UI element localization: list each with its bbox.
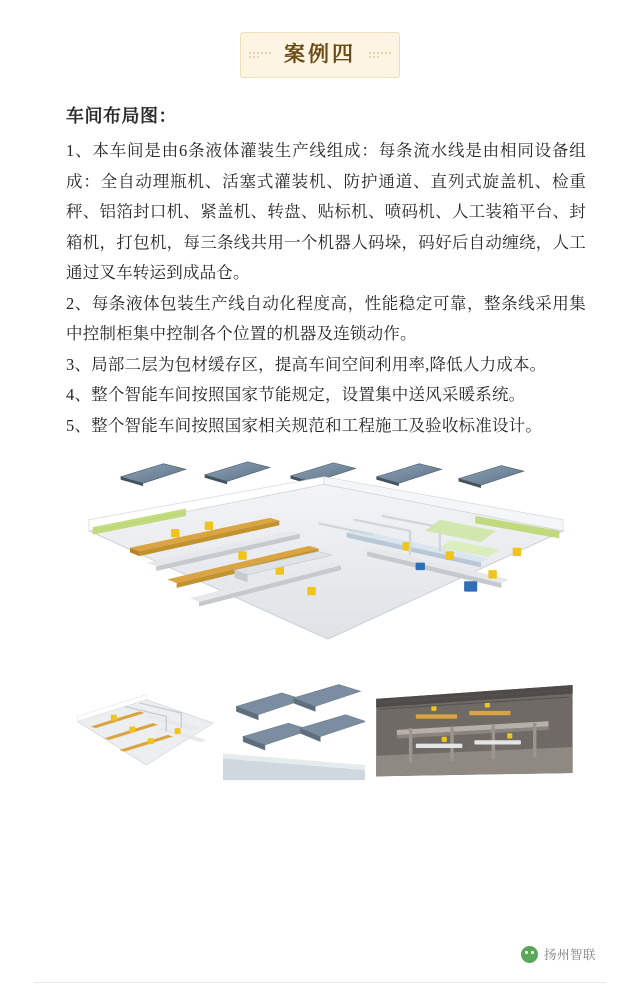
mezzanine-section-figure [371, 668, 578, 790]
page-title: 案例四 [284, 42, 356, 66]
paragraph-4: 4、整个智能车间按照国家节能规定，设置集中送风采暖系统。 [66, 385, 526, 405]
mezzanine-section-illustration [371, 668, 578, 790]
footer-divider [34, 982, 606, 983]
account-footer[interactable] [521, 945, 596, 963]
title-area [34, 0, 606, 96]
paragraph-3: 3、局部二层为包材缓存区，提高车间空间利用率,降低人力成本。 [66, 354, 547, 374]
decor-dots-right-icon [369, 48, 391, 62]
page-left-rail [0, 0, 35, 991]
figure-thumbnail-row [74, 668, 578, 790]
case-title-badge [240, 32, 400, 78]
rooftop-solar-figure [223, 668, 366, 790]
solar-roof-illustration [223, 668, 366, 790]
filling-line-detail-figure [74, 668, 217, 790]
filling-line-illustration [74, 668, 217, 790]
paragraph-5: 5、整个智能车间按照国家相关规范和工程施工及验收标准设计。 [66, 415, 543, 435]
article-content [34, 102, 606, 790]
paragraph-2: 2、每条液体包装生产线自动化程度高，性能稳定可靠，整条线采用集中控制柜集中控制各个位置的机器及连锁动作。 [66, 293, 586, 344]
decor-dots-left-icon [249, 48, 271, 62]
article-sheet [34, 0, 606, 991]
workshop-layout-main-figure [74, 455, 578, 660]
workshop-3d-illustration [74, 455, 578, 660]
wechat-icon [521, 946, 538, 963]
page-right-rail [605, 0, 640, 991]
figure-group [66, 455, 586, 790]
account-name: 扬州智联 [543, 948, 596, 962]
section-heading: 车间布局图： [66, 106, 177, 126]
paragraph-1: 1、本车间是由6条液体灌装生产线组成：每条流水线是由相同设备组成：全自动理瓶机、活塞式灌装机、防护通道、直列式旋盖机、检重秤、铝箔封口机、紧盖机、转盘、贴标机、喷码机、人工装箱平台、封箱机，打包机，每三条线共用一个机器人码垛，码好后自动缠绕，人工通过叉车转运到成品仓。 [66, 141, 586, 283]
